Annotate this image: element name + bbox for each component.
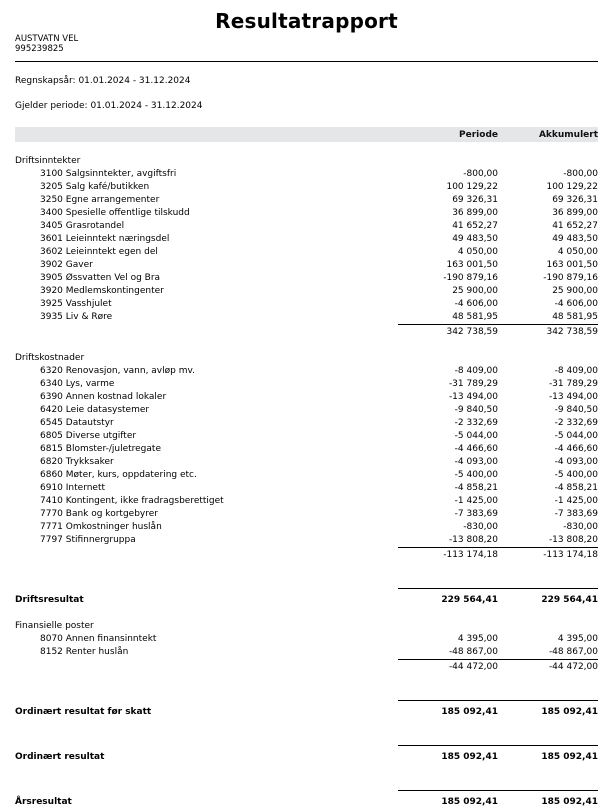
account-row (15, 272, 598, 285)
periode-value: -44 472,00 (448, 662, 498, 672)
account-row (15, 259, 598, 272)
account-row (15, 311, 598, 324)
account-row (15, 194, 598, 207)
periode-value: 36 899,00 (452, 208, 498, 218)
row-values (398, 311, 598, 324)
akkumulert-value: -1 425,00 (554, 496, 598, 506)
account-row (15, 534, 598, 547)
account-row (15, 378, 598, 391)
periode-value: -113 174,18 (443, 550, 498, 560)
account-row (15, 633, 598, 646)
company-name: AUSTVATN VEL (15, 34, 79, 44)
akkumulert-value: -113 174,18 (543, 550, 598, 560)
account-label: 8070 Annen finansinntekt (40, 634, 157, 644)
account-row (15, 469, 598, 482)
account-label: 8152 Renter huslån (40, 647, 129, 657)
account-label: 6805 Diverse utgifter (40, 431, 137, 441)
periode-value: 185 092,41 (441, 797, 498, 807)
row-values (398, 285, 598, 298)
period-line (15, 101, 598, 112)
fiscal-year-line (15, 76, 598, 87)
account-row (15, 298, 598, 311)
akkumulert-value: -4 466,60 (554, 444, 598, 454)
account-row (15, 443, 598, 456)
akkumulert-value: 342 738,59 (546, 327, 598, 337)
account-row (15, 220, 598, 233)
row-values (398, 430, 598, 443)
row-values (398, 298, 598, 311)
row-values (398, 181, 598, 194)
periode-value: 41 652,27 (452, 221, 498, 231)
akkumulert-value: -13 494,00 (548, 392, 598, 402)
periode-value: -1 425,00 (454, 496, 498, 506)
account-row (15, 207, 598, 220)
fiscal-year-label: Regnskapsår: (15, 76, 76, 86)
periode-value: 48 581,95 (452, 312, 498, 322)
account-row (15, 495, 598, 508)
section-subtotal-row (15, 547, 598, 562)
akkumulert-value: 4 050,00 (557, 247, 598, 257)
row-values (398, 168, 598, 181)
periode-value: -4 093,00 (454, 457, 498, 467)
akkumulert-value: 49 483,50 (552, 234, 598, 244)
period-value: 01.01.2024 - 31.12.2024 (90, 101, 203, 111)
periode-value: 69 326,31 (452, 195, 498, 205)
periode-value: -7 383,69 (454, 509, 498, 519)
column-header-periode: Periode (459, 129, 498, 140)
periode-value: -31 789,29 (448, 379, 498, 389)
row-values (398, 220, 598, 233)
row-values (398, 417, 598, 430)
account-row (15, 482, 598, 495)
account-label: 3601 Leieinntekt næringsdel (40, 234, 170, 244)
periode-value: -4 858,21 (454, 483, 498, 493)
akkumulert-value: -4 858,21 (554, 483, 598, 493)
total-row (15, 745, 598, 764)
row-values (398, 272, 598, 285)
row-values (398, 391, 598, 404)
company-block (15, 34, 598, 54)
total-row (15, 700, 598, 719)
account-label: 3205 Salg kafé/butikken (40, 182, 150, 192)
row-values (398, 443, 598, 456)
akkumulert-value: -7 383,69 (554, 509, 598, 519)
row-values (398, 633, 598, 646)
akkumulert-value: 25 900,00 (552, 286, 598, 296)
fiscal-year-value: 01.01.2024 - 31.12.2024 (78, 76, 191, 86)
akkumulert-value: 100 129,22 (546, 182, 598, 192)
account-label: 3100 Salgsinntekter, avgiftsfri (40, 169, 177, 179)
period-label: Gjelder periode: (15, 101, 88, 111)
row-values (398, 547, 598, 562)
total-row (15, 588, 598, 607)
periode-value: -190 879,16 (443, 273, 498, 283)
account-row (15, 404, 598, 417)
akkumulert-value: 185 092,41 (541, 707, 598, 717)
akkumulert-value: 229 564,41 (541, 595, 598, 605)
periode-value: 49 483,50 (452, 234, 498, 244)
account-label: 3250 Egne arrangementer (40, 195, 160, 205)
account-row (15, 246, 598, 259)
account-label: 6340 Lys, varme (40, 379, 115, 389)
periode-value: -13 808,20 (448, 535, 498, 545)
account-row (15, 417, 598, 430)
periode-value: -800,00 (463, 169, 498, 179)
account-label: 7770 Bank og kortgebyrer (40, 509, 158, 519)
row-values (398, 378, 598, 391)
account-row (15, 430, 598, 443)
account-label: 3902 Gaver (40, 260, 93, 270)
column-header-akkumulert: Akkumulert (538, 129, 598, 140)
section-heading: Finansielle poster (15, 621, 94, 631)
account-label: 3602 Leieinntekt egen del (40, 247, 158, 257)
total-label: Årsresultat (15, 797, 72, 807)
account-label: 7797 Stifinnergruppa (40, 535, 136, 545)
report-table (15, 155, 598, 809)
akkumulert-value: 36 899,00 (552, 208, 598, 218)
account-label: 6820 Trykksaker (40, 457, 114, 467)
akkumulert-value: -5 044,00 (554, 431, 598, 441)
akkumulert-value: 48 581,95 (552, 312, 598, 322)
periode-value: -5 044,00 (454, 431, 498, 441)
periode-value: -4 466,60 (454, 444, 498, 454)
section-heading: Driftskostnader (15, 353, 85, 363)
account-label: 3935 Liv & Røre (40, 312, 113, 322)
row-values (398, 207, 598, 220)
row-values (398, 233, 598, 246)
row-values (398, 259, 598, 272)
periode-value: -13 494,00 (448, 392, 498, 402)
account-label: 6390 Annen kostnad lokaler (40, 392, 167, 402)
periode-value: -5 400,00 (454, 470, 498, 480)
account-row (15, 365, 598, 378)
row-values (398, 365, 598, 378)
periode-value: 163 001,50 (446, 260, 498, 270)
total-label: Ordinært resultat (15, 752, 105, 762)
periode-value: 229 564,41 (441, 595, 498, 605)
akkumulert-value: 41 652,27 (552, 221, 598, 231)
row-values (398, 659, 598, 674)
account-row (15, 285, 598, 298)
account-row (15, 521, 598, 534)
akkumulert-value: 69 326,31 (552, 195, 598, 205)
account-row (15, 456, 598, 469)
periode-value: -2 332,69 (454, 418, 498, 428)
row-values (398, 508, 598, 521)
akkumulert-value: 4 395,00 (557, 634, 598, 644)
periode-value: 4 050,00 (457, 247, 498, 257)
akkumulert-value: -9 840,50 (554, 405, 598, 415)
periode-value: -830,00 (463, 522, 498, 532)
akkumulert-value: -48 867,00 (548, 647, 598, 657)
account-row (15, 646, 598, 659)
periode-value: -9 840,50 (454, 405, 498, 415)
row-values (398, 404, 598, 417)
periode-value: 185 092,41 (441, 707, 498, 717)
periode-value: -4 606,00 (454, 299, 498, 309)
row-values (398, 790, 598, 809)
account-row (15, 181, 598, 194)
periode-value: 342 738,59 (446, 327, 498, 337)
akkumulert-value: -190 879,16 (543, 273, 598, 283)
section-subtotal-row (15, 659, 598, 674)
account-row (15, 233, 598, 246)
table-column-header (15, 127, 598, 142)
row-values (398, 646, 598, 659)
periode-value: 185 092,41 (441, 752, 498, 762)
akkumulert-value: -8 409,00 (554, 366, 598, 376)
account-label: 3920 Medlemskontingenter (40, 286, 164, 296)
akkumulert-value: -5 400,00 (554, 470, 598, 480)
header-divider (15, 61, 598, 62)
total-label: Ordinært resultat før skatt (15, 707, 152, 717)
akkumulert-value: -830,00 (563, 522, 598, 532)
row-values (398, 700, 598, 719)
account-label: 7410 Kontingent, ikke fradragsberettiget (40, 496, 224, 506)
section-heading: Driftsinntekter (15, 156, 81, 166)
account-label: 6420 Leie datasystemer (40, 405, 150, 415)
row-values (398, 194, 598, 207)
akkumulert-value: 185 092,41 (541, 797, 598, 807)
row-values (398, 745, 598, 764)
account-row (15, 168, 598, 181)
row-values (398, 534, 598, 547)
section-subtotal-row (15, 324, 598, 339)
row-values (398, 482, 598, 495)
periode-value: 100 129,22 (446, 182, 498, 192)
company-org-number: 995239825 (15, 44, 64, 54)
account-label: 3405 Grasrotandel (40, 221, 125, 231)
account-label: 3925 Vasshjulet (40, 299, 112, 309)
account-row (15, 508, 598, 521)
akkumulert-value: -44 472,00 (548, 662, 598, 672)
akkumulert-value: -800,00 (563, 169, 598, 179)
page-title: Resultatrapport (215, 9, 398, 33)
row-values (398, 588, 598, 607)
account-label: 6545 Datautstyr (40, 418, 114, 428)
total-label: Driftsresultat (15, 595, 84, 605)
account-label: 6815 Blomster-/juletregate (40, 444, 161, 454)
account-label: 6910 Internett (40, 483, 106, 493)
account-label: 7771 Omkostninger huslån (40, 522, 162, 532)
total-row (15, 790, 598, 809)
row-values (398, 246, 598, 259)
report-section (15, 620, 598, 674)
akkumulert-value: 185 092,41 (541, 752, 598, 762)
akkumulert-value: -31 789,29 (548, 379, 598, 389)
periode-value: -48 867,00 (448, 647, 498, 657)
account-label: 6320 Renovasjon, vann, avløp mv. (40, 366, 195, 376)
akkumulert-value: -4 093,00 (554, 457, 598, 467)
periode-value: 4 395,00 (457, 634, 498, 644)
account-row (15, 391, 598, 404)
account-label: 3400 Spesielle offentlige tilskudd (40, 208, 190, 218)
report-section (15, 155, 598, 339)
row-values (398, 324, 598, 339)
akkumulert-value: -13 808,20 (548, 535, 598, 545)
report-section (15, 352, 598, 562)
akkumulert-value: -4 606,00 (554, 299, 598, 309)
row-values (398, 495, 598, 508)
periode-value: 25 900,00 (452, 286, 498, 296)
row-values (398, 456, 598, 469)
account-label: 3905 Øssvatten Vel og Bra (40, 273, 161, 283)
row-values (398, 469, 598, 482)
akkumulert-value: 163 001,50 (546, 260, 598, 270)
periode-value: -8 409,00 (454, 366, 498, 376)
account-label: 6860 Møter, kurs, oppdatering etc. (40, 470, 197, 480)
akkumulert-value: -2 332,69 (554, 418, 598, 428)
row-values (398, 521, 598, 534)
